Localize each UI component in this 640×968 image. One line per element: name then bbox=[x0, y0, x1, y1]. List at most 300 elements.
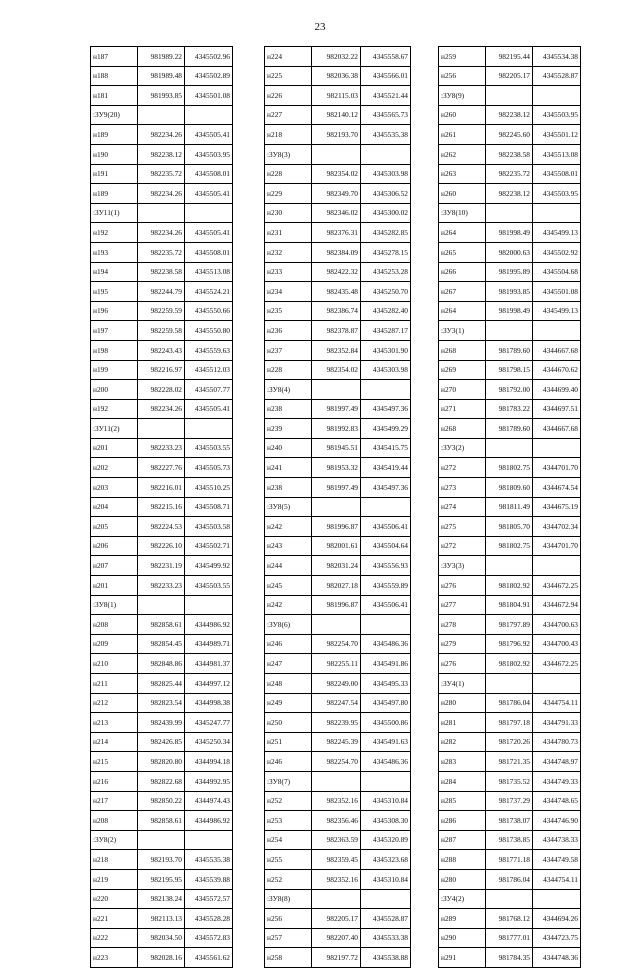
y-coordinate-cell: 4345505.41 bbox=[185, 184, 233, 204]
x-coordinate-cell: 981992.83 bbox=[312, 419, 361, 439]
y-coordinate-cell: 4344746.90 bbox=[533, 811, 581, 831]
y-coordinate-cell bbox=[185, 595, 233, 615]
x-coordinate-cell: 982197.72 bbox=[312, 948, 361, 968]
point-name-cell: н230 bbox=[265, 203, 312, 223]
table-row bbox=[91, 144, 233, 164]
coordinates-table-1 bbox=[90, 46, 233, 968]
table-row bbox=[265, 850, 411, 870]
y-coordinate-cell bbox=[185, 203, 233, 223]
x-coordinate-cell: 982138.24 bbox=[138, 889, 185, 909]
x-coordinate-cell: 982854.45 bbox=[138, 634, 185, 654]
table-row bbox=[265, 478, 411, 498]
x-coordinate-cell: 981989.48 bbox=[138, 66, 185, 86]
y-coordinate-cell: 4344694.26 bbox=[533, 909, 581, 929]
table-row bbox=[439, 595, 581, 615]
y-coordinate-cell: 4345303.98 bbox=[361, 164, 411, 184]
table-row bbox=[265, 125, 411, 145]
point-name-cell: н188 bbox=[91, 66, 138, 86]
table-row bbox=[439, 360, 581, 380]
y-coordinate-cell: 4345524.21 bbox=[185, 282, 233, 302]
y-coordinate-cell: 4344675.19 bbox=[533, 497, 581, 517]
table-row bbox=[265, 634, 411, 654]
point-name-cell: н237 bbox=[265, 340, 312, 360]
table-row bbox=[91, 497, 233, 517]
point-name-cell: н193 bbox=[91, 242, 138, 262]
y-coordinate-cell: 4345510.25 bbox=[185, 478, 233, 498]
point-name-cell: н288 bbox=[439, 850, 486, 870]
y-coordinate-cell: 4345528.87 bbox=[361, 909, 411, 929]
section-label-cell: :ЗУ11(2) bbox=[91, 419, 138, 439]
point-name-cell: н264 bbox=[439, 223, 486, 243]
x-coordinate-cell: 982234.26 bbox=[138, 223, 185, 243]
x-coordinate-cell: 981809.60 bbox=[486, 478, 533, 498]
x-coordinate-cell: 981945.51 bbox=[312, 438, 361, 458]
x-coordinate-cell: 981777.01 bbox=[486, 928, 533, 948]
table-row bbox=[265, 556, 411, 576]
table-row bbox=[265, 242, 411, 262]
x-coordinate-cell: 981997.49 bbox=[312, 399, 361, 419]
y-coordinate-cell: 4345503.55 bbox=[185, 438, 233, 458]
y-coordinate-cell bbox=[361, 380, 411, 400]
x-coordinate-cell: 982349.70 bbox=[312, 184, 361, 204]
x-coordinate-cell: 982422.32 bbox=[312, 262, 361, 282]
y-coordinate-cell: 4345508.01 bbox=[185, 242, 233, 262]
y-coordinate-cell: 4344748.36 bbox=[533, 948, 581, 968]
page-number: 23 bbox=[314, 21, 326, 33]
x-coordinate-cell: 982243.43 bbox=[138, 340, 185, 360]
y-coordinate-cell: 4345505.41 bbox=[185, 399, 233, 419]
x-coordinate-cell: 982439.99 bbox=[138, 713, 185, 733]
x-coordinate-cell: 982233.23 bbox=[138, 576, 185, 596]
y-coordinate-cell: 4345506.41 bbox=[361, 517, 411, 537]
y-coordinate-cell bbox=[361, 771, 411, 791]
x-coordinate-cell: 982352.84 bbox=[312, 340, 361, 360]
x-coordinate-cell: 982233.23 bbox=[138, 438, 185, 458]
section-label-cell: :ЗУ8(10) bbox=[439, 203, 486, 223]
x-coordinate-cell: 981789.60 bbox=[486, 419, 533, 439]
point-name-cell: н261 bbox=[439, 125, 486, 145]
point-name-cell: н266 bbox=[439, 262, 486, 282]
y-coordinate-cell bbox=[361, 497, 411, 517]
x-coordinate-cell: 981738.07 bbox=[486, 811, 533, 831]
y-coordinate-cell: 4345503.95 bbox=[533, 184, 581, 204]
point-name-cell: н233 bbox=[265, 262, 312, 282]
x-coordinate-cell bbox=[486, 438, 533, 458]
table-row bbox=[439, 164, 581, 184]
table-row bbox=[439, 654, 581, 674]
x-coordinate-cell: 981998.49 bbox=[486, 301, 533, 321]
x-coordinate-cell: 982028.16 bbox=[138, 948, 185, 968]
x-coordinate-cell: 982376.31 bbox=[312, 223, 361, 243]
x-coordinate-cell: 982858.61 bbox=[138, 615, 185, 635]
point-name-cell: н290 bbox=[439, 928, 486, 948]
table-row bbox=[91, 732, 233, 752]
point-name-cell: н213 bbox=[91, 713, 138, 733]
point-name-cell: н190 bbox=[91, 144, 138, 164]
y-coordinate-cell: 4344986.92 bbox=[185, 811, 233, 831]
point-name-cell: н194 bbox=[91, 262, 138, 282]
point-name-cell: н247 bbox=[265, 654, 312, 674]
point-name-cell: н203 bbox=[91, 478, 138, 498]
y-coordinate-cell: 4344670.62 bbox=[533, 360, 581, 380]
y-coordinate-cell: 4345502.92 bbox=[533, 242, 581, 262]
section-row bbox=[439, 674, 581, 694]
table-row bbox=[265, 66, 411, 86]
point-name-cell: н218 bbox=[265, 125, 312, 145]
point-name-cell: н200 bbox=[91, 380, 138, 400]
point-name-cell: н208 bbox=[91, 811, 138, 831]
y-coordinate-cell: 4345506.41 bbox=[361, 595, 411, 615]
point-name-cell: н263 bbox=[439, 164, 486, 184]
y-coordinate-cell: 4345539.88 bbox=[185, 869, 233, 889]
y-coordinate-cell bbox=[533, 321, 581, 341]
point-name-cell: н229 bbox=[265, 184, 312, 204]
section-row bbox=[439, 321, 581, 341]
table-row bbox=[265, 693, 411, 713]
point-name-cell: н258 bbox=[265, 948, 312, 968]
y-coordinate-cell: 4344791.33 bbox=[533, 713, 581, 733]
point-name-cell: н260 bbox=[439, 184, 486, 204]
table-row bbox=[439, 223, 581, 243]
section-label-cell: :ЗУ3(2) bbox=[439, 438, 486, 458]
point-name-cell: н240 bbox=[265, 438, 312, 458]
point-name-cell: н228 bbox=[265, 164, 312, 184]
y-coordinate-cell: 4344672.25 bbox=[533, 576, 581, 596]
section-label-cell: :ЗУ8(3) bbox=[265, 144, 312, 164]
x-coordinate-cell: 981995.89 bbox=[486, 262, 533, 282]
x-coordinate-cell: 981720.26 bbox=[486, 732, 533, 752]
table-row bbox=[265, 86, 411, 106]
table-row bbox=[265, 262, 411, 282]
table-row bbox=[91, 86, 233, 106]
y-coordinate-cell: 4345559.89 bbox=[361, 576, 411, 596]
point-name-cell: н220 bbox=[91, 889, 138, 909]
y-coordinate-cell: 4345320.89 bbox=[361, 830, 411, 850]
table-row bbox=[91, 654, 233, 674]
table-row bbox=[265, 713, 411, 733]
x-coordinate-cell: 982216.01 bbox=[138, 478, 185, 498]
y-coordinate-cell: 4345486.36 bbox=[361, 634, 411, 654]
point-name-cell: н259 bbox=[439, 47, 486, 67]
point-name-cell: н278 bbox=[439, 615, 486, 635]
point-name-cell: н205 bbox=[91, 517, 138, 537]
point-name-cell: н215 bbox=[91, 752, 138, 772]
x-coordinate-cell: 981802.75 bbox=[486, 458, 533, 478]
table-row bbox=[439, 615, 581, 635]
x-coordinate-cell: 982245.60 bbox=[486, 125, 533, 145]
y-coordinate-cell: 4345300.02 bbox=[361, 203, 411, 223]
y-coordinate-cell bbox=[185, 419, 233, 439]
section-row bbox=[265, 144, 411, 164]
y-coordinate-cell: 4344699.40 bbox=[533, 380, 581, 400]
x-coordinate-cell bbox=[312, 771, 361, 791]
y-coordinate-cell: 4344998.38 bbox=[185, 693, 233, 713]
x-coordinate-cell: 982235.72 bbox=[138, 164, 185, 184]
point-name-cell: н285 bbox=[439, 791, 486, 811]
table-row bbox=[439, 340, 581, 360]
point-name-cell: н224 bbox=[265, 47, 312, 67]
y-coordinate-cell: 4345501.12 bbox=[533, 125, 581, 145]
x-coordinate-cell: 982205.17 bbox=[312, 909, 361, 929]
y-coordinate-cell: 4345323.68 bbox=[361, 850, 411, 870]
point-name-cell: н277 bbox=[439, 595, 486, 615]
x-coordinate-cell: 981993.85 bbox=[486, 282, 533, 302]
table-row bbox=[439, 66, 581, 86]
table-row bbox=[439, 928, 581, 948]
section-label-cell: :ЗУ8(8) bbox=[265, 889, 312, 909]
point-name-cell: н206 bbox=[91, 536, 138, 556]
y-coordinate-cell: 4345503.95 bbox=[533, 105, 581, 125]
section-label-cell: :ЗУ3(3) bbox=[439, 556, 486, 576]
x-coordinate-cell bbox=[312, 144, 361, 164]
x-coordinate-cell bbox=[138, 595, 185, 615]
y-coordinate-cell bbox=[361, 615, 411, 635]
y-coordinate-cell: 4345561.62 bbox=[185, 948, 233, 968]
point-name-cell: н273 bbox=[439, 478, 486, 498]
point-name-cell: н280 bbox=[439, 869, 486, 889]
x-coordinate-cell: 982238.12 bbox=[486, 105, 533, 125]
x-coordinate-cell: 981796.92 bbox=[486, 634, 533, 654]
point-name-cell: н238 bbox=[265, 478, 312, 498]
table-row bbox=[439, 791, 581, 811]
point-name-cell: н256 bbox=[265, 909, 312, 929]
table-row bbox=[91, 478, 233, 498]
x-coordinate-cell: 981792.00 bbox=[486, 380, 533, 400]
y-coordinate-cell: 4345282.40 bbox=[361, 301, 411, 321]
x-coordinate-cell bbox=[486, 86, 533, 106]
x-coordinate-cell: 982113.13 bbox=[138, 909, 185, 929]
table-row bbox=[265, 223, 411, 243]
table-row bbox=[265, 576, 411, 596]
y-coordinate-cell: 4345501.08 bbox=[533, 282, 581, 302]
section-row bbox=[91, 830, 233, 850]
y-coordinate-cell: 4345310.84 bbox=[361, 869, 411, 889]
y-coordinate-cell: 4345550.66 bbox=[185, 301, 233, 321]
x-coordinate-cell: 982346.02 bbox=[312, 203, 361, 223]
x-coordinate-cell: 981798.15 bbox=[486, 360, 533, 380]
x-coordinate-cell: 982249.00 bbox=[312, 674, 361, 694]
y-coordinate-cell: 4344674.54 bbox=[533, 478, 581, 498]
coordinates-table-2 bbox=[264, 46, 411, 968]
point-name-cell: н243 bbox=[265, 536, 312, 556]
x-coordinate-cell: 982825.44 bbox=[138, 674, 185, 694]
y-coordinate-cell: 4344994.18 bbox=[185, 752, 233, 772]
y-coordinate-cell: 4344997.12 bbox=[185, 674, 233, 694]
point-name-cell: н270 bbox=[439, 380, 486, 400]
table-row bbox=[91, 928, 233, 948]
y-coordinate-cell: 4345491.86 bbox=[361, 654, 411, 674]
x-coordinate-cell bbox=[312, 497, 361, 517]
table-row bbox=[265, 458, 411, 478]
y-coordinate-cell: 4344992.95 bbox=[185, 771, 233, 791]
x-coordinate-cell: 982435.48 bbox=[312, 282, 361, 302]
x-coordinate-cell: 982238.58 bbox=[138, 262, 185, 282]
table-row bbox=[91, 615, 233, 635]
point-name-cell: н201 bbox=[91, 576, 138, 596]
section-label-cell: :ЗУ8(6) bbox=[265, 615, 312, 635]
x-coordinate-cell: 982354.02 bbox=[312, 360, 361, 380]
table-row bbox=[91, 791, 233, 811]
y-coordinate-cell: 4344667.68 bbox=[533, 340, 581, 360]
x-coordinate-cell: 982234.26 bbox=[138, 399, 185, 419]
point-name-cell: н198 bbox=[91, 340, 138, 360]
point-name-cell: н272 bbox=[439, 536, 486, 556]
x-coordinate-cell: 982384.09 bbox=[312, 242, 361, 262]
y-coordinate-cell: 4344702.34 bbox=[533, 517, 581, 537]
x-coordinate-cell: 981771.18 bbox=[486, 850, 533, 870]
table-row bbox=[91, 47, 233, 67]
point-name-cell: н189 bbox=[91, 125, 138, 145]
x-coordinate-cell: 981789.60 bbox=[486, 340, 533, 360]
x-coordinate-cell bbox=[486, 321, 533, 341]
x-coordinate-cell: 981737.29 bbox=[486, 791, 533, 811]
point-name-cell: н252 bbox=[265, 791, 312, 811]
point-name-cell: н181 bbox=[91, 86, 138, 106]
table-row bbox=[91, 752, 233, 772]
point-name-cell: н275 bbox=[439, 517, 486, 537]
table-row bbox=[265, 47, 411, 67]
table-row bbox=[439, 497, 581, 517]
coordinates-table-3 bbox=[438, 46, 581, 968]
y-coordinate-cell: 4344672.25 bbox=[533, 654, 581, 674]
x-coordinate-cell: 982234.26 bbox=[138, 184, 185, 204]
y-coordinate-cell: 4345565.73 bbox=[361, 105, 411, 125]
point-name-cell: н284 bbox=[439, 771, 486, 791]
table-row bbox=[439, 909, 581, 929]
y-coordinate-cell: 4345566.01 bbox=[361, 66, 411, 86]
table-row bbox=[439, 262, 581, 282]
y-coordinate-cell: 4345507.77 bbox=[185, 380, 233, 400]
x-coordinate-cell: 982359.45 bbox=[312, 850, 361, 870]
point-name-cell: н242 bbox=[265, 517, 312, 537]
table-row bbox=[265, 282, 411, 302]
point-name-cell: н246 bbox=[265, 752, 312, 772]
x-coordinate-cell bbox=[138, 105, 185, 125]
table-row bbox=[265, 301, 411, 321]
x-coordinate-cell: 982032.22 bbox=[312, 47, 361, 67]
table-row bbox=[265, 321, 411, 341]
y-coordinate-cell: 4345419.44 bbox=[361, 458, 411, 478]
point-name-cell: н221 bbox=[91, 909, 138, 929]
x-coordinate-cell: 982363.59 bbox=[312, 830, 361, 850]
x-coordinate-cell: 982255.11 bbox=[312, 654, 361, 674]
table-row bbox=[439, 478, 581, 498]
table-row bbox=[439, 399, 581, 419]
y-coordinate-cell bbox=[533, 438, 581, 458]
point-name-cell: н212 bbox=[91, 693, 138, 713]
x-coordinate-cell: 982215.16 bbox=[138, 497, 185, 517]
y-coordinate-cell: 4344780.73 bbox=[533, 732, 581, 752]
y-coordinate-cell: 4345491.63 bbox=[361, 732, 411, 752]
point-name-cell: н245 bbox=[265, 576, 312, 596]
x-coordinate-cell: 982254.70 bbox=[312, 752, 361, 772]
point-name-cell: н253 bbox=[265, 811, 312, 831]
table-row bbox=[265, 184, 411, 204]
y-coordinate-cell bbox=[185, 830, 233, 850]
y-coordinate-cell: 4345303.98 bbox=[361, 360, 411, 380]
table-row bbox=[91, 517, 233, 537]
y-coordinate-cell: 4345499.92 bbox=[185, 556, 233, 576]
table-row bbox=[265, 438, 411, 458]
section-label-cell: :ЗУ8(2) bbox=[91, 830, 138, 850]
x-coordinate-cell: 982235.72 bbox=[138, 242, 185, 262]
table-row bbox=[91, 242, 233, 262]
table-row bbox=[439, 419, 581, 439]
x-coordinate-cell: 982227.76 bbox=[138, 458, 185, 478]
x-coordinate-cell bbox=[312, 615, 361, 635]
point-name-cell: н202 bbox=[91, 458, 138, 478]
table-row bbox=[439, 282, 581, 302]
x-coordinate-cell: 982216.97 bbox=[138, 360, 185, 380]
section-label-cell: :ЗУ4(2) bbox=[439, 889, 486, 909]
table-row bbox=[439, 869, 581, 889]
point-name-cell: н201 bbox=[91, 438, 138, 458]
x-coordinate-cell bbox=[486, 203, 533, 223]
y-coordinate-cell: 4345504.64 bbox=[361, 536, 411, 556]
x-coordinate-cell: 982228.02 bbox=[138, 380, 185, 400]
point-name-cell: н204 bbox=[91, 497, 138, 517]
table-row bbox=[91, 811, 233, 831]
y-coordinate-cell: 4345499.13 bbox=[533, 223, 581, 243]
x-coordinate-cell: 981786.04 bbox=[486, 869, 533, 889]
point-name-cell: н283 bbox=[439, 752, 486, 772]
table-row bbox=[265, 752, 411, 772]
x-coordinate-cell: 982234.26 bbox=[138, 125, 185, 145]
y-coordinate-cell: 4344723.75 bbox=[533, 928, 581, 948]
x-coordinate-cell bbox=[486, 889, 533, 909]
table-row bbox=[91, 340, 233, 360]
y-coordinate-cell: 4345497.80 bbox=[361, 693, 411, 713]
x-coordinate-cell: 982195.44 bbox=[486, 47, 533, 67]
table-row bbox=[265, 674, 411, 694]
table-row bbox=[91, 634, 233, 654]
point-name-cell: н192 bbox=[91, 223, 138, 243]
point-name-cell: н211 bbox=[91, 674, 138, 694]
table-row bbox=[265, 203, 411, 223]
y-coordinate-cell: 4345528.28 bbox=[185, 909, 233, 929]
section-row bbox=[91, 203, 233, 223]
table-row bbox=[439, 576, 581, 596]
table-row bbox=[265, 909, 411, 929]
table-row bbox=[265, 928, 411, 948]
point-name-cell: н231 bbox=[265, 223, 312, 243]
y-coordinate-cell: 4344748.65 bbox=[533, 791, 581, 811]
y-coordinate-cell: 4345499.13 bbox=[533, 301, 581, 321]
x-coordinate-cell: 981735.52 bbox=[486, 771, 533, 791]
y-coordinate-cell: 4345308.30 bbox=[361, 811, 411, 831]
x-coordinate-cell: 981797.18 bbox=[486, 713, 533, 733]
y-coordinate-cell: 4344974.43 bbox=[185, 791, 233, 811]
x-coordinate-cell: 981998.49 bbox=[486, 223, 533, 243]
x-coordinate-cell: 982850.22 bbox=[138, 791, 185, 811]
point-name-cell: н191 bbox=[91, 164, 138, 184]
x-coordinate-cell: 981802.92 bbox=[486, 576, 533, 596]
table-row bbox=[265, 399, 411, 419]
table-row bbox=[91, 282, 233, 302]
x-coordinate-cell: 982036.38 bbox=[312, 66, 361, 86]
table-row bbox=[439, 948, 581, 968]
point-name-cell: н286 bbox=[439, 811, 486, 831]
x-coordinate-cell: 981786.04 bbox=[486, 693, 533, 713]
y-coordinate-cell: 4344749.33 bbox=[533, 771, 581, 791]
section-row bbox=[439, 86, 581, 106]
point-name-cell: н239 bbox=[265, 419, 312, 439]
x-coordinate-cell: 982820.80 bbox=[138, 752, 185, 772]
y-coordinate-cell: 4345278.15 bbox=[361, 242, 411, 262]
section-row bbox=[265, 497, 411, 517]
point-name-cell: н257 bbox=[265, 928, 312, 948]
y-coordinate-cell: 4345505.41 bbox=[185, 125, 233, 145]
